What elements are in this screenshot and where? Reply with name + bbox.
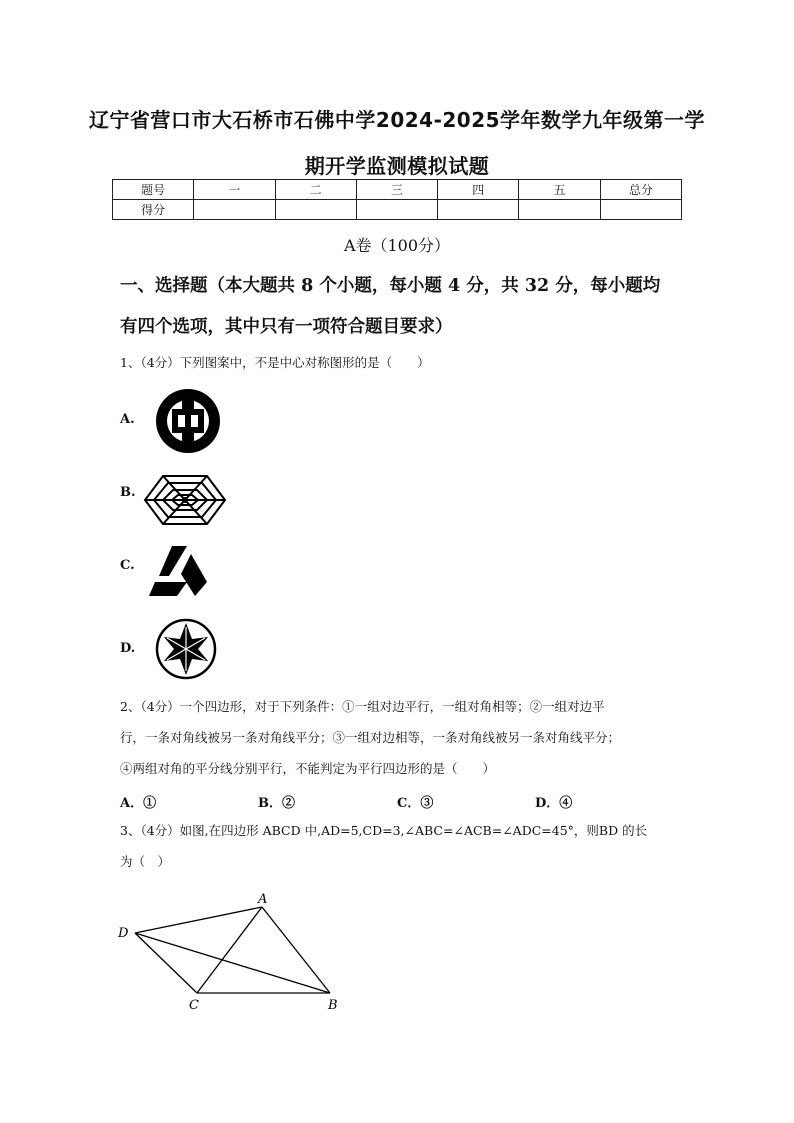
score-input-cell bbox=[438, 200, 519, 220]
q2-choice-d: D．④ bbox=[535, 796, 573, 811]
score-table-cell: 五 bbox=[519, 180, 600, 200]
bank-coin-logo-icon bbox=[152, 387, 224, 455]
exam-title-line1: 辽宁省营口市大石桥市石佛中学2024-2025学年数学九年级第一学 bbox=[88, 108, 706, 132]
score-table-cell: 二 bbox=[275, 180, 356, 200]
segment-ab bbox=[262, 907, 330, 993]
vertex-label-d: D bbox=[118, 926, 129, 941]
q1-option-c-label: C. bbox=[120, 558, 135, 573]
vertex-label-a: A bbox=[258, 892, 268, 907]
q2-choice-a: A．① bbox=[120, 796, 157, 811]
segment-da bbox=[135, 907, 262, 933]
q2-choice-c: C．③ bbox=[397, 796, 434, 811]
recycle-triangle-icon bbox=[147, 544, 209, 598]
score-table-cell: 得分 bbox=[113, 200, 194, 220]
score-table-cell: 总分 bbox=[600, 180, 681, 200]
score-input-cell bbox=[519, 200, 600, 220]
q1-option-a-label: A. bbox=[120, 412, 135, 427]
question-3-line2: 为（ ） bbox=[120, 854, 171, 869]
part1-heading-line2: 有四个选项，其中只有一项符合题目要求） bbox=[120, 317, 453, 337]
score-table-cell: 一 bbox=[194, 180, 275, 200]
score-input-cell bbox=[275, 200, 356, 220]
diagonal-db bbox=[135, 933, 330, 993]
vertex-label-c: C bbox=[189, 998, 199, 1013]
score-table-score-row bbox=[113, 200, 682, 220]
q1-option-b-label: B. bbox=[120, 485, 136, 500]
score-table-cell: 三 bbox=[356, 180, 437, 200]
score-table bbox=[112, 179, 682, 220]
question-1-text: 1、（4分）下列图案中，不是中心对称图形的是（ ） bbox=[120, 355, 430, 370]
vertex-label-b: B bbox=[328, 998, 338, 1013]
q2-choice-b: B．② bbox=[258, 796, 295, 811]
score-input-cell bbox=[600, 200, 681, 220]
score-input-cell bbox=[356, 200, 437, 220]
score-table-header-row bbox=[113, 180, 682, 200]
hexagon-web-icon bbox=[143, 474, 227, 526]
question-2-line3: ④两组对角的平分线分别平行，不能判定为平行四边形的是（ ） bbox=[120, 761, 496, 776]
q1-option-d-label: D. bbox=[120, 641, 136, 656]
quadrilateral-figure bbox=[110, 885, 350, 1015]
question-3-line1: 3、（4分）如图,在四边形 ABCD 中,AD=5,CD=3,∠ABC=∠ACB=∠ADC=45°，则BD 的长 bbox=[120, 823, 648, 838]
section-a-title: A卷（100分） bbox=[343, 236, 451, 255]
score-table-cell: 四 bbox=[438, 180, 519, 200]
score-input-cell bbox=[194, 200, 275, 220]
six-point-star-circle-icon bbox=[146, 617, 230, 681]
question-2-line2: 行，一条对角线被另一条对角线平分；③一组对边相等，一条对角线被另一条对角线平分； bbox=[120, 730, 621, 745]
part1-heading-line1: 一、选择题（本大题共 8 个小题，每小题 4 分，共 32 分，每小题均 bbox=[120, 276, 661, 296]
score-table-cell: 题号 bbox=[113, 180, 194, 200]
diagonal-ac bbox=[197, 907, 262, 993]
question-2-line1: 2、（4分）一个四边形，对于下列条件：①一组对边平行，一组对角相等；②一组对边平 bbox=[120, 699, 605, 714]
exam-title-line2: 期开学监测模拟试题 bbox=[304, 154, 490, 178]
